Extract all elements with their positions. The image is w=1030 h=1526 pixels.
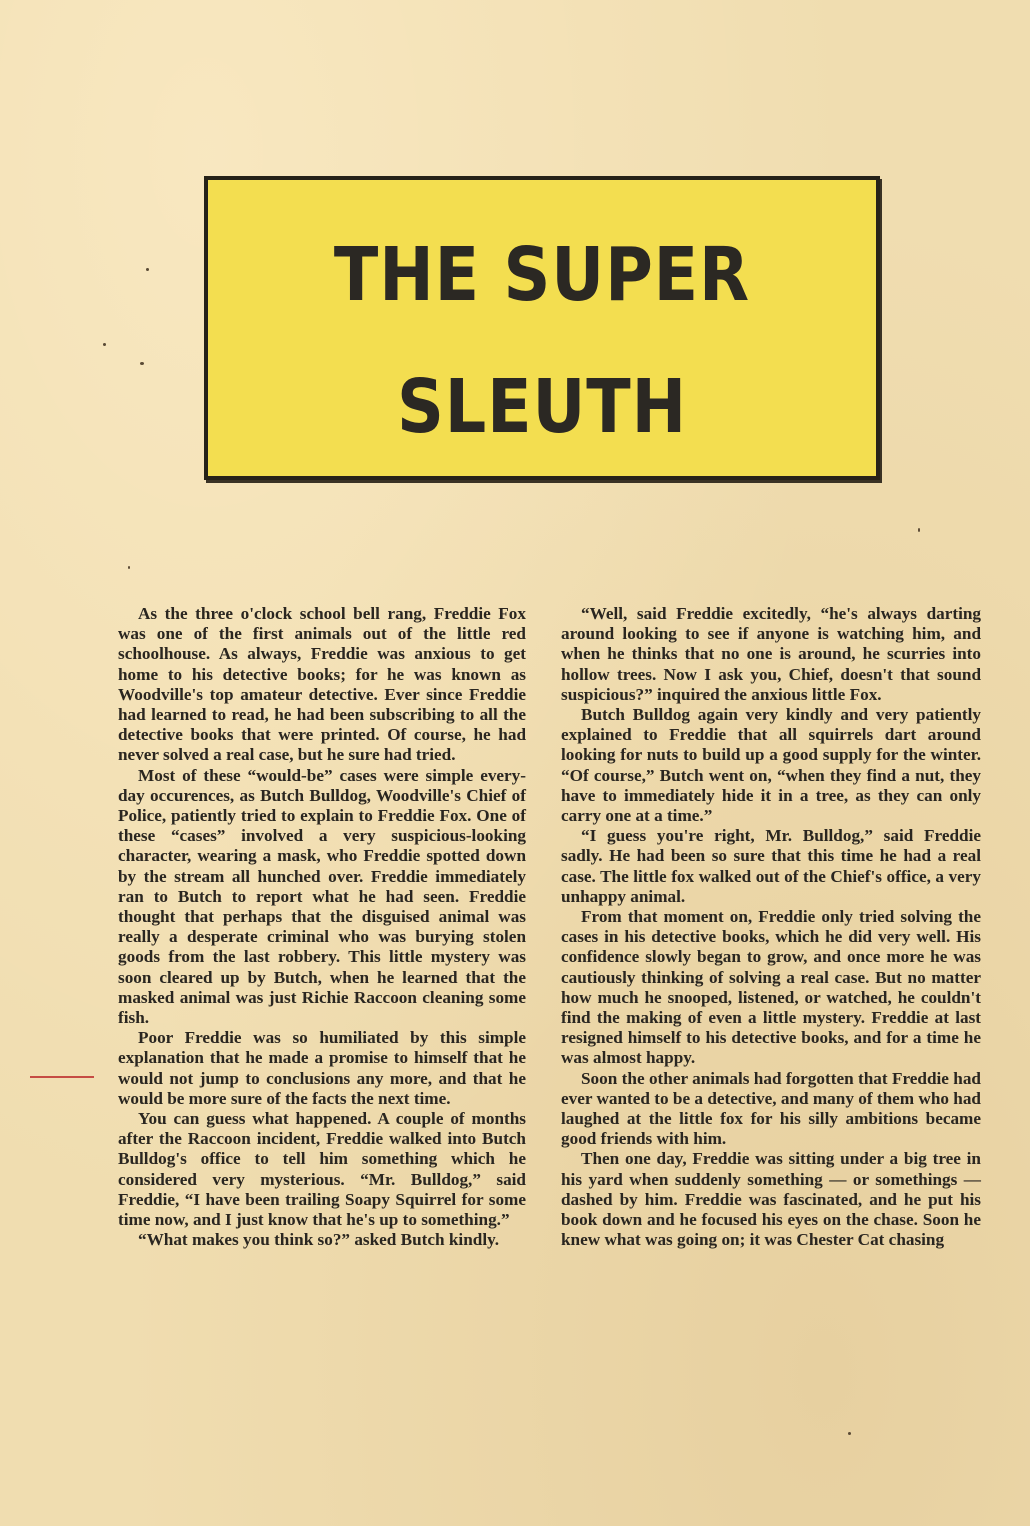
paragraph: “What makes you think so?” asked Butch kindly. xyxy=(138,1230,500,1250)
paper-speck xyxy=(848,1432,851,1435)
paragraph: Then one day, Freddie was sitting under a big tree in his yard when suddenly something — or somethings — dashed by him. Freddie was fascinated, and he put his book down and he focused his eyes on the chase. Soon he knew what was going on; it was Chester Cat chasing xyxy=(561,1149,981,1250)
story-column-right xyxy=(561,604,981,1251)
story-column-left xyxy=(118,604,526,1251)
paper-speck xyxy=(140,362,144,365)
paper-speck xyxy=(146,268,149,271)
paragraph: “Well, said Freddie excitedly, “he's always darting around looking to see if anyone is watching him, and when he thinks that no one is around, he scurries into hollow trees. Now I ask you, Chief, doesn't that sound suspicious?” inquired the anxious little Fox. xyxy=(561,604,981,704)
paragraph: Soon the other animals had forgotten that Freddie had ever wanted to be a detective, and many of them who had laughed at the little fox for his silly ambitions became good friends with him. xyxy=(561,1068,981,1149)
title-line-2: SLEUTH xyxy=(397,364,687,450)
paragraph: You can guess what happened. A couple of months after the Raccoon incident, Freddie walked into Butch Bulldog's office to tell him something which he considered very mysterious. “Mr. Bulldog,” said Freddie, “I have been trailing Soapy Squirrel for some time now, and I just know that he's up to something.” xyxy=(118,1109,526,1230)
title-line-1: THE SUPER xyxy=(333,232,751,318)
paragraph: From that moment on, Freddie only tried solving the cases in his detective books, which he did very well. His confidence slowly began to grow, and once more he was cautiously thinking of solving a real case. But no matter how much he snooped, listened, or watched, he couldn't find the making of even a little mystery. Freddie at last resigned himself to his detective books, and for a time he was almost happy. xyxy=(561,907,981,1068)
paragraph: Most of these “would-be” cases were simple every-day occurences, as Butch Bulldog, Woodville's Chief of Police, patiently tried to explain to Freddie Fox. One of these “cases” involved a very suspicious-looking character, wearing a mask, who Freddie spotted down by the stream all hunched over. Freddie immediately ran to Butch to report what he had seen. Freddie thought that perhaps that the disguised animal was really a desperate criminal who was burying stolen goods from the last robbery. This little mystery was soon cleared up by Butch, when he learned that the masked animal was just Richie Raccoon cleaning some fish. xyxy=(118,765,526,1028)
margin-pen-mark xyxy=(30,1076,94,1078)
title-panel xyxy=(204,176,880,480)
paragraph: “I guess you're right, Mr. Bulldog,” said Freddie sadly. He had been so sure that this time he had a real case. The little fox walked out of the Chief's office, a very unhappy animal. xyxy=(561,826,981,906)
paper-speck xyxy=(128,566,130,569)
paragraph: Poor Freddie was so humiliated by this simple explanation that he made a promise to himself that he would not jump to conclusions any more, and that he would be more sure of the facts the next time. xyxy=(118,1028,526,1108)
paper-speck xyxy=(103,343,106,346)
paper-speck xyxy=(918,528,920,532)
paragraph: Butch Bulldog again very kindly and very patiently explained to Freddie that all squirrels dart around looking for nuts to build up a good supply for the winter. “Of course,” Butch went on, “when they find a nut, they have to immediately hide it in a tree, as they can only carry one at a time.” xyxy=(561,705,981,826)
paragraph: As the three o'clock school bell rang, Freddie Fox was one of the first animals out of the little red schoolhouse. As always, Freddie was anxious to get home to his detective books; for he was known as Woodville's top amateur detective. Ever since Freddie had learned to read, he had been subscribing to all the detective books that were printed. Of course, he had never solved a real case, but he sure had tried. xyxy=(118,604,526,765)
